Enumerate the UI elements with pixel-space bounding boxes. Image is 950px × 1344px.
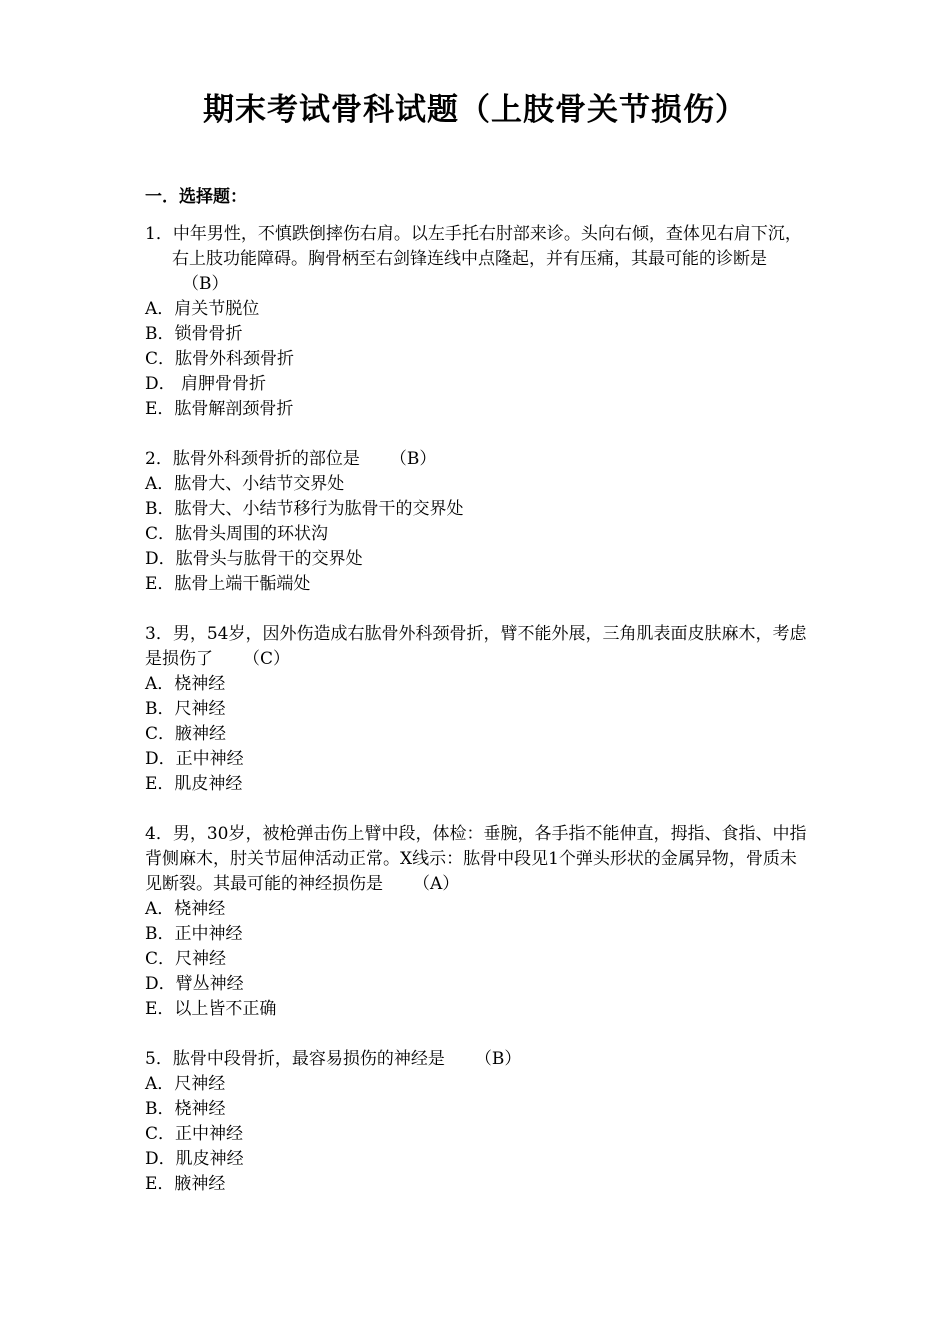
question-list <box>145 222 810 1197</box>
option-a: A．肩关节脱位 <box>145 299 260 319</box>
answer-key: （B） <box>474 1049 522 1069</box>
page-title: 期末考试骨科试题（上肢骨关节损伤） <box>203 92 747 128</box>
option-b: B．锁骨骨折 <box>145 324 243 344</box>
option-b: B．桡神经 <box>145 1099 226 1119</box>
option-e: E．肌皮神经 <box>145 774 243 794</box>
question-stem-text: 3．男，54岁，因外伤造成右肱骨外科颈骨折，臂不能外展，三角肌表面皮肤麻木，考虑是损伤了 <box>145 624 807 669</box>
question-stem-text: 2．肱骨外科颈骨折的部位是 <box>145 449 360 469</box>
question-5 <box>145 1047 810 1197</box>
option-c: C．尺神经 <box>145 949 227 969</box>
question-2 <box>145 447 810 597</box>
question-stem-text: 4．男，30岁，被枪弹击伤上臂中段，体检：垂腕，各手指不能伸直，拇指、食指、中指背侧麻木，肘关节屈伸活动正常。X线示：肱骨中段见1个弹头形状的金属异物，骨质未见断裂。其最可能的神经损伤是 <box>145 824 807 894</box>
section-heading: 一．选择题： <box>145 187 247 207</box>
option-a: A．尺神经 <box>145 1074 226 1094</box>
option-e: E．以上皆不正确 <box>145 999 277 1019</box>
option-d: D．肱骨头与肱骨干的交界处 <box>145 549 363 569</box>
option-c: C．肱骨外科颈骨折 <box>145 349 295 369</box>
question-stem <box>145 447 810 472</box>
answer-key: （B） <box>389 449 437 469</box>
option-d: D．正中神经 <box>145 749 244 769</box>
question-4 <box>145 822 810 1022</box>
option-b: B．肱骨大、小结节移行为肱骨干的交界处 <box>145 499 464 519</box>
answer-key: （C） <box>243 649 291 669</box>
spacer <box>145 797 810 822</box>
option-c: C．正中神经 <box>145 1124 244 1144</box>
spacer <box>145 422 810 447</box>
option-a: A．桡神经 <box>145 899 226 919</box>
question-stem <box>145 622 810 672</box>
option-e: E．肱骨上端干骺端处 <box>145 574 311 594</box>
question-1 <box>145 222 810 422</box>
option-a: A．肱骨大、小结节交界处 <box>145 474 345 494</box>
question-3 <box>145 622 810 797</box>
option-c: C．肱骨头周围的环状沟 <box>145 524 329 544</box>
option-b: B．正中神经 <box>145 924 243 944</box>
spacer <box>145 597 810 622</box>
option-d: D．臂丛神经 <box>145 974 244 994</box>
question-stem-text: 1．中年男性，不慎跌倒摔伤右肩。以左手托右肘部来诊。头向右倾，查体见右肩下沉，右上肢功能障碍。胸骨柄至右剑锋连线中点隆起，并有压痛，其最可能的诊断是 <box>145 224 802 269</box>
option-e: E．腋神经 <box>145 1174 226 1194</box>
spacer <box>145 1022 810 1047</box>
option-a: A．桡神经 <box>145 674 226 694</box>
option-d: D． 肩胛骨骨折 <box>145 374 267 394</box>
option-d: D．肌皮神经 <box>145 1149 244 1169</box>
answer-key: （B） <box>182 274 229 294</box>
option-c: C．腋神经 <box>145 724 227 744</box>
question-stem <box>145 222 810 297</box>
question-stem-text: 5．肱骨中段骨折，最容易损伤的神经是 <box>145 1049 445 1069</box>
answer-key: （A） <box>413 874 460 894</box>
option-b: B．尺神经 <box>145 699 226 719</box>
question-stem <box>145 1047 810 1072</box>
question-stem <box>145 822 810 897</box>
option-e: E．肱骨解剖颈骨折 <box>145 399 294 419</box>
